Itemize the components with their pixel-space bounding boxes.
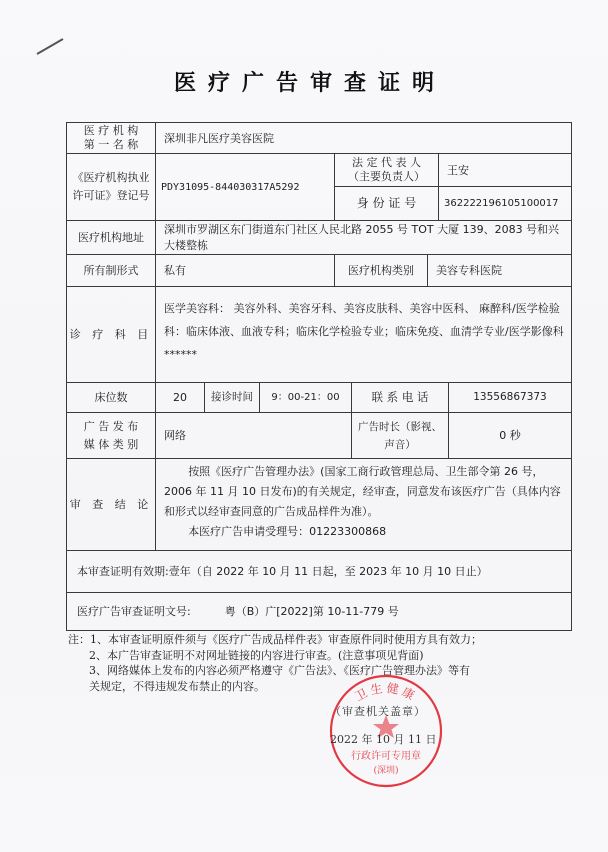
label-line: 广告时长（影视、 xyxy=(358,420,442,433)
validity-row: 本审查证明有效期:壹年（自 2022 年 10 月 11 日起，至 2023 年 10 月 10 日止） xyxy=(66,550,572,593)
note-3-cont: 关规定，不得违规发布禁止的内容。 xyxy=(89,679,265,693)
note-2: 2、本广告审查证明不对网址链接的内容进行审查。(注意事项见背面) xyxy=(89,648,424,662)
address-label: 医疗机构地址 xyxy=(66,220,156,255)
hours-value: 9：00-21：00 xyxy=(259,382,352,413)
note-3: 3、网络媒体上发布的内容必须严格遵守《广告法》、《医疗广告管理办法》等有 xyxy=(89,664,470,677)
label-line: 许可证》登记号 xyxy=(72,189,150,202)
stamp-bottom-text: 行政许可专用章 xyxy=(351,751,421,762)
category-value: 美容专科医院 xyxy=(427,254,572,287)
cert-number-row xyxy=(66,592,572,631)
label-line: 广 告 发 布 xyxy=(83,419,139,433)
license-label xyxy=(66,153,156,221)
seal-date: 2022 年 10 月 11 日 xyxy=(330,733,437,746)
duration-value: 0 秒 xyxy=(448,412,572,459)
cert-number-label: 医疗广告审查证明文号: xyxy=(77,605,191,618)
duration-label xyxy=(351,412,449,459)
cert-number-value: 粤（B）广[2022]第 10-11-779 号 xyxy=(224,605,399,618)
beds-value: 20 xyxy=(155,382,205,413)
institution-name-label xyxy=(66,122,156,154)
conclusion-label: 审 查 结 论 xyxy=(66,458,156,551)
label-line: （主要负责人） xyxy=(348,170,425,183)
departments-label: 诊 疗 科 目 xyxy=(66,286,156,383)
label-line: 医 疗 机 构 xyxy=(83,124,139,137)
legal-rep-value: 王安 xyxy=(438,153,572,187)
pen-mark xyxy=(37,38,64,55)
address-value: 深圳市罗湖区东门街道东门社区人民北路 2055 号 TOT 大厦 139、2083 号和兴大楼整栋 xyxy=(155,220,572,255)
phone-label: 联 系 电 话 xyxy=(351,382,449,413)
application-number: 本医疗广告申请受理号：01223300868 xyxy=(188,525,387,538)
phone-value: 13556867373 xyxy=(448,382,572,413)
conclusion-value xyxy=(155,458,572,551)
page-title: 医疗广告审查证明 xyxy=(173,70,446,96)
institution-name-value: 深圳非凡医疗美容医院 xyxy=(155,122,572,154)
beds-label: 床位数 xyxy=(66,382,156,413)
hours-label: 接诊时间 xyxy=(204,382,260,413)
label-line: 媒 体 类 别 xyxy=(83,437,139,451)
label-line: 《医疗机构执业 xyxy=(72,171,150,184)
stamp-top-text: 卫生健康 xyxy=(352,680,420,705)
conclusion-text: 按照《医疗广告管理办法》(国家工商行政管理总局、卫生部令第 26 号，2006 年 11 月 10 日发布)的有关规定，经审查，同意发布该医疗广告（具体内容和形式以经审查同意的广告成品样件为准）。 xyxy=(164,465,561,518)
note-1: 注：1、本审查证明原件须与《医疗广告成品样件表》审查原件同时使用方具有效力； xyxy=(68,633,482,646)
id-number-value: 362222196105100017 xyxy=(438,186,572,221)
id-label: 身 份 证 号 xyxy=(334,186,439,221)
label-line: 法 定 代 表 人 xyxy=(352,156,421,169)
media-value: 网络 xyxy=(155,412,352,459)
license-number-value: PDY31095-844030317A5292 xyxy=(155,153,335,221)
label-line: 声音） xyxy=(384,438,416,451)
legal-rep-label xyxy=(334,153,439,187)
stamp-sub-text: (深圳) xyxy=(373,766,399,776)
category-label: 医疗机构类别 xyxy=(334,254,428,287)
seal-caption: （审查机关盖章） xyxy=(330,705,426,718)
departments-value: 医学美容科： 美容外科、美容牙科、美容皮肤科、美容中医科、 麻醉科/医学检验科：临床体液、血液专科；临床化学检验专业；临床免疫、血清学专业/医学影像科****** xyxy=(155,286,572,383)
ownership-value: 私有 xyxy=(155,254,335,287)
label-line: 第 一 名 称 xyxy=(83,138,139,151)
ownership-label: 所有制形式 xyxy=(66,254,156,287)
media-label xyxy=(66,412,156,459)
